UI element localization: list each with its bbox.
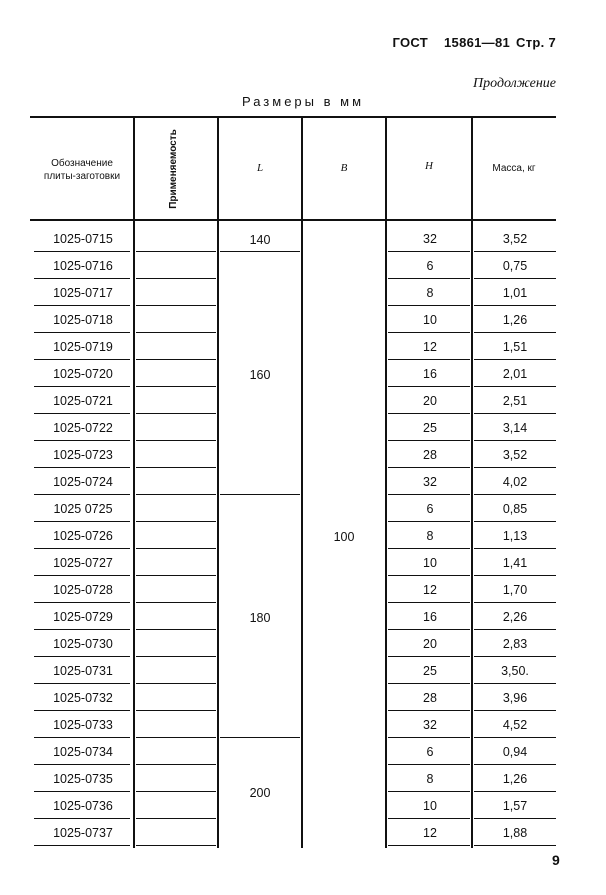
continuation-label: Продолжение [473, 76, 556, 91]
table-row-mass: 0,94 [502, 745, 528, 759]
row-rule [388, 440, 470, 441]
page-label: Стр. 7 [516, 35, 556, 50]
row-rule [34, 845, 130, 846]
row-rule [388, 332, 470, 333]
row-rule [388, 359, 470, 360]
L-group-value: 180 [249, 610, 271, 625]
table-row-H: 8 [426, 286, 434, 300]
table-row-designation: 1025-0720 [53, 367, 113, 381]
row-rule [388, 656, 470, 657]
row-rule [474, 440, 556, 441]
table-row-mass: 2,83 [502, 637, 528, 651]
table-row-designation: 1025-0734 [53, 745, 113, 759]
table-row-designation: 1025-0730 [53, 637, 113, 651]
table-row-designation: 1025-0736 [53, 799, 113, 813]
table-row-mass: 2,01 [502, 367, 528, 381]
standard-number: 15861—81 [444, 35, 511, 50]
units-caption: Размеры в мм [241, 94, 365, 109]
L-group-rule [220, 251, 300, 252]
L-group-value: 200 [249, 786, 271, 800]
row-rule [388, 575, 470, 576]
table-row-designation: 1025-0737 [53, 826, 113, 840]
table-row-H: 12 [423, 340, 437, 354]
row-rule [474, 791, 556, 792]
row-rule [34, 602, 130, 603]
row-rule [136, 602, 216, 603]
table-row-H: 12 [423, 583, 437, 597]
table-row-designation: 1025-0721 [53, 394, 113, 408]
row-rule [34, 386, 130, 387]
table-row-mass: 1,01 [502, 286, 528, 300]
row-rule [474, 467, 556, 468]
column-header-B: B [340, 161, 348, 174]
row-rule [136, 683, 216, 684]
table-row-H: 8 [426, 529, 434, 543]
row-rule [474, 818, 556, 819]
row-rule [474, 710, 556, 711]
table-row-H: 32 [423, 232, 437, 246]
table-row-mass: 1,88 [502, 826, 528, 840]
row-rule [474, 575, 556, 576]
column-header-L: L [256, 161, 264, 174]
row-rule [34, 494, 130, 495]
row-rule [388, 818, 470, 819]
row-rule [136, 521, 216, 522]
row-rule [388, 845, 470, 846]
table-row-mass: 3,52 [502, 232, 528, 246]
table-row-H: 10 [423, 799, 437, 813]
row-rule [34, 440, 130, 441]
table-row-designation: 1025-0715 [53, 232, 113, 246]
row-rule [136, 548, 216, 549]
row-rule [474, 656, 556, 657]
row-rule [34, 305, 130, 306]
B-value: 100 [333, 529, 355, 544]
row-rule [388, 764, 470, 765]
row-rule [136, 332, 216, 333]
row-rule [474, 386, 556, 387]
row-rule [474, 737, 556, 738]
row-rule [136, 845, 216, 846]
column-header-designation: Обозначение плиты-заготовки [43, 158, 121, 182]
row-rule [388, 386, 470, 387]
row-rule [34, 710, 130, 711]
table-row-H: 16 [423, 367, 437, 381]
table-row-designation: 1025-0727 [53, 556, 113, 570]
row-rule [388, 710, 470, 711]
table-row-H: 28 [423, 448, 437, 462]
row-rule [136, 764, 216, 765]
table-row-mass: 1,26 [502, 772, 528, 786]
L-group-value: 160 [249, 367, 271, 382]
row-rule [388, 602, 470, 603]
row-rule [34, 359, 130, 360]
row-rule [136, 386, 216, 387]
row-rule [136, 710, 216, 711]
table-row-mass: 1,70 [502, 583, 528, 597]
table-row-H: 25 [423, 421, 437, 435]
table-row-designation: 1025-0733 [53, 718, 113, 732]
table-top-rule [30, 116, 556, 118]
table-row-designation: 1025-0728 [53, 583, 113, 597]
row-rule [136, 278, 216, 279]
standard-label: ГОСТ [392, 35, 429, 50]
table-row-mass: 1,51 [502, 340, 528, 354]
row-rule [388, 494, 470, 495]
row-rule [136, 413, 216, 414]
table-row-mass: 1,41 [502, 556, 528, 570]
row-rule [34, 467, 130, 468]
table-row-designation: 1025 0725 [53, 502, 113, 516]
table-row-designation: 1025-0729 [53, 610, 113, 624]
table-row-designation: 1025-0732 [53, 691, 113, 705]
table-row-designation: 1025-0731 [53, 664, 113, 678]
row-rule [136, 251, 216, 252]
row-rule [474, 845, 556, 846]
row-rule [34, 737, 130, 738]
row-rule [34, 656, 130, 657]
header-bottom-rule [30, 219, 556, 221]
table-row-designation: 1025-0716 [53, 259, 113, 273]
column-divider [133, 116, 135, 848]
row-rule [136, 818, 216, 819]
row-rule [34, 818, 130, 819]
row-rule [474, 332, 556, 333]
row-rule [474, 359, 556, 360]
row-rule [34, 332, 130, 333]
table-row-designation: 1025-0717 [53, 286, 113, 300]
row-rule [388, 791, 470, 792]
table-row-mass: 0,85 [502, 502, 528, 516]
column-header-applicability: Применяемость [168, 129, 179, 209]
table-row-H: 32 [423, 718, 437, 732]
row-rule [474, 251, 556, 252]
row-rule [474, 548, 556, 549]
table-row-designation: 1025-0724 [53, 475, 113, 489]
row-rule [34, 575, 130, 576]
table-row-mass: 1,57 [502, 799, 528, 813]
table-row-mass: 2,26 [502, 610, 528, 624]
table-row-H: 25 [423, 664, 437, 678]
row-rule [34, 764, 130, 765]
row-rule [388, 737, 470, 738]
row-rule [34, 278, 130, 279]
row-rule [474, 683, 556, 684]
row-rule [474, 305, 556, 306]
row-rule [136, 440, 216, 441]
table-row-mass: 3,14 [502, 421, 528, 435]
L-group-rule [220, 494, 300, 495]
table-row-designation: 1025-0735 [53, 772, 113, 786]
row-rule [474, 494, 556, 495]
table-row-mass: 4,52 [502, 718, 528, 732]
row-rule [34, 548, 130, 549]
row-rule [136, 305, 216, 306]
row-rule [34, 251, 130, 252]
page-header [0, 35, 556, 50]
table-row-mass: 0,75 [502, 259, 528, 273]
table-row-H: 6 [426, 745, 434, 759]
table-row-mass: 3,52 [502, 448, 528, 462]
row-rule [34, 629, 130, 630]
table-row-H: 16 [423, 610, 437, 624]
column-header-mass: Масса, кг [492, 162, 536, 174]
row-rule [34, 791, 130, 792]
table-row-mass: 3,50. [501, 664, 529, 678]
table-row-H: 10 [423, 313, 437, 327]
row-rule [136, 467, 216, 468]
row-rule [136, 656, 216, 657]
row-rule [34, 521, 130, 522]
row-rule [388, 251, 470, 252]
row-rule [136, 737, 216, 738]
L-group-rule [220, 737, 300, 738]
row-rule [474, 629, 556, 630]
row-rule [34, 683, 130, 684]
table-row-designation: 1025-0722 [53, 421, 113, 435]
table-row-designation: 1025-0718 [53, 313, 113, 327]
row-rule [388, 278, 470, 279]
row-rule [388, 521, 470, 522]
table-row-H: 6 [426, 502, 434, 516]
table-row-H: 32 [423, 475, 437, 489]
table-row-mass: 3,96 [502, 691, 528, 705]
row-rule [474, 278, 556, 279]
table-row-mass: 1,13 [502, 529, 528, 543]
table-row-H: 20 [423, 394, 437, 408]
column-header-H: H [425, 159, 433, 172]
row-rule [136, 575, 216, 576]
table-row-H: 20 [423, 637, 437, 651]
row-rule [388, 683, 470, 684]
table-row-H: 12 [423, 826, 437, 840]
table-row-H: 6 [426, 259, 434, 273]
table-row-mass: 1,26 [502, 313, 528, 327]
table-row-H: 8 [426, 772, 434, 786]
table-row-H: 28 [423, 691, 437, 705]
row-rule [136, 629, 216, 630]
row-rule [474, 521, 556, 522]
row-rule [474, 764, 556, 765]
table-row-mass: 4,02 [502, 475, 528, 489]
row-rule [388, 467, 470, 468]
table-row-mass: 2,51 [502, 394, 528, 408]
row-rule [474, 602, 556, 603]
row-rule [136, 494, 216, 495]
row-rule [136, 359, 216, 360]
row-rule [388, 548, 470, 549]
table-row-designation: 1025-0719 [53, 340, 113, 354]
table-row-designation: 1025-0723 [53, 448, 113, 462]
table-row-designation: 1025-0726 [53, 529, 113, 543]
row-rule [474, 413, 556, 414]
page-number: 9 [552, 852, 560, 868]
row-rule [136, 791, 216, 792]
L-group-value: 140 [249, 232, 271, 247]
table-row-H: 10 [423, 556, 437, 570]
row-rule [34, 413, 130, 414]
row-rule [388, 629, 470, 630]
row-rule [388, 305, 470, 306]
row-rule [388, 413, 470, 414]
